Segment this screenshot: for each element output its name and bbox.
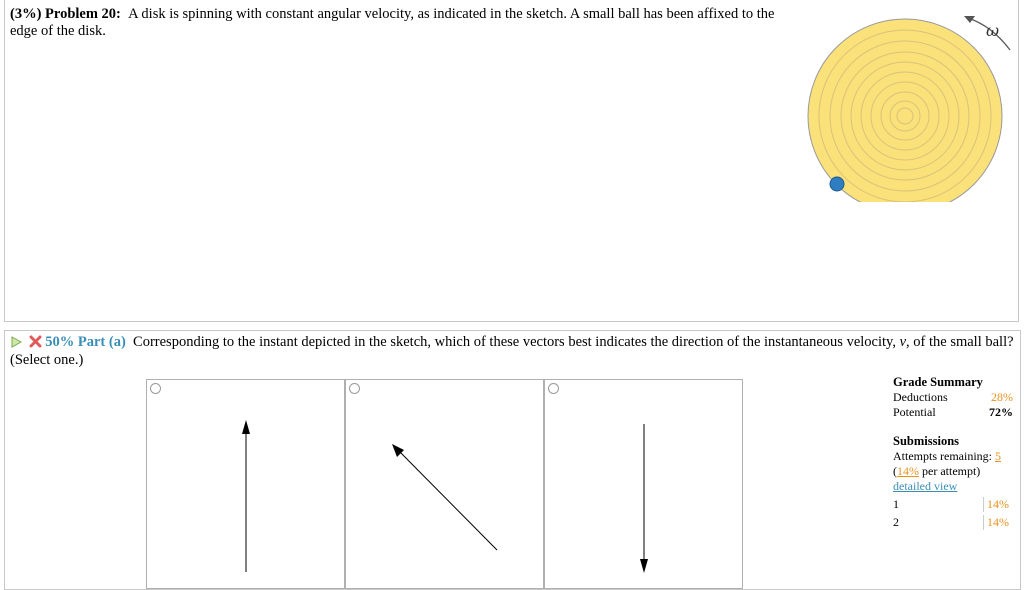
question-text-end: , of the small ball? (Select one.) bbox=[10, 334, 1014, 368]
submission-num: 1 bbox=[893, 497, 899, 511]
deductions-value: 28% bbox=[991, 390, 1013, 404]
potential-value: 72% bbox=[989, 405, 1013, 419]
submissions-title: Submissions bbox=[893, 434, 960, 448]
problem-percent: (3%) bbox=[10, 6, 42, 22]
incorrect-x-icon bbox=[29, 335, 42, 348]
submission-row bbox=[893, 515, 1013, 530]
grade-summary bbox=[893, 375, 1013, 530]
choice-1[interactable] bbox=[146, 379, 345, 589]
vector-symbol: v bbox=[899, 334, 907, 350]
grade-summary-title: Grade Summary bbox=[893, 375, 983, 389]
problem-text: A disk is spinning with constant angular velocity, as indicated in the sketch. A small ball has been affixed to the edge of the disk. bbox=[10, 6, 775, 39]
disk bbox=[808, 19, 1002, 202]
up-left-arrow-figure bbox=[346, 380, 545, 590]
submission-value: 14% bbox=[983, 497, 1013, 512]
part-percent: 50% bbox=[45, 334, 75, 350]
submission-num: 2 bbox=[893, 515, 899, 529]
question-text: Corresponding to the instant depicted in the sketch, which of these vectors best indicates the direction of the instantaneous velocity, bbox=[133, 334, 896, 350]
omega-label: ω bbox=[986, 21, 1000, 40]
part-a-question bbox=[10, 333, 1020, 369]
per-attempt-value: 14% bbox=[897, 464, 919, 478]
up-arrow-figure bbox=[147, 380, 346, 590]
part-label: Part (a) bbox=[77, 334, 126, 350]
spinning-disk-sketch bbox=[800, 12, 1020, 202]
attempts-remaining: Attempts remaining: 5 bbox=[893, 449, 1001, 463]
submission-value: 14% bbox=[983, 515, 1013, 530]
choice-3[interactable] bbox=[544, 379, 743, 589]
potential-label: Potential bbox=[893, 405, 936, 419]
detailed-view-link[interactable]: detailed view bbox=[893, 479, 958, 493]
play-icon[interactable] bbox=[10, 336, 22, 348]
down-arrow-figure bbox=[545, 380, 744, 590]
choice-2[interactable] bbox=[345, 379, 544, 589]
problem-statement bbox=[10, 6, 780, 40]
per-attempt: (14% per attempt) bbox=[893, 464, 981, 478]
problem-title: Problem 20: bbox=[45, 6, 121, 22]
small-ball bbox=[830, 177, 844, 191]
deductions-label: Deductions bbox=[893, 390, 948, 404]
submission-row bbox=[893, 497, 1013, 512]
attempts-value: 5 bbox=[994, 449, 1001, 463]
